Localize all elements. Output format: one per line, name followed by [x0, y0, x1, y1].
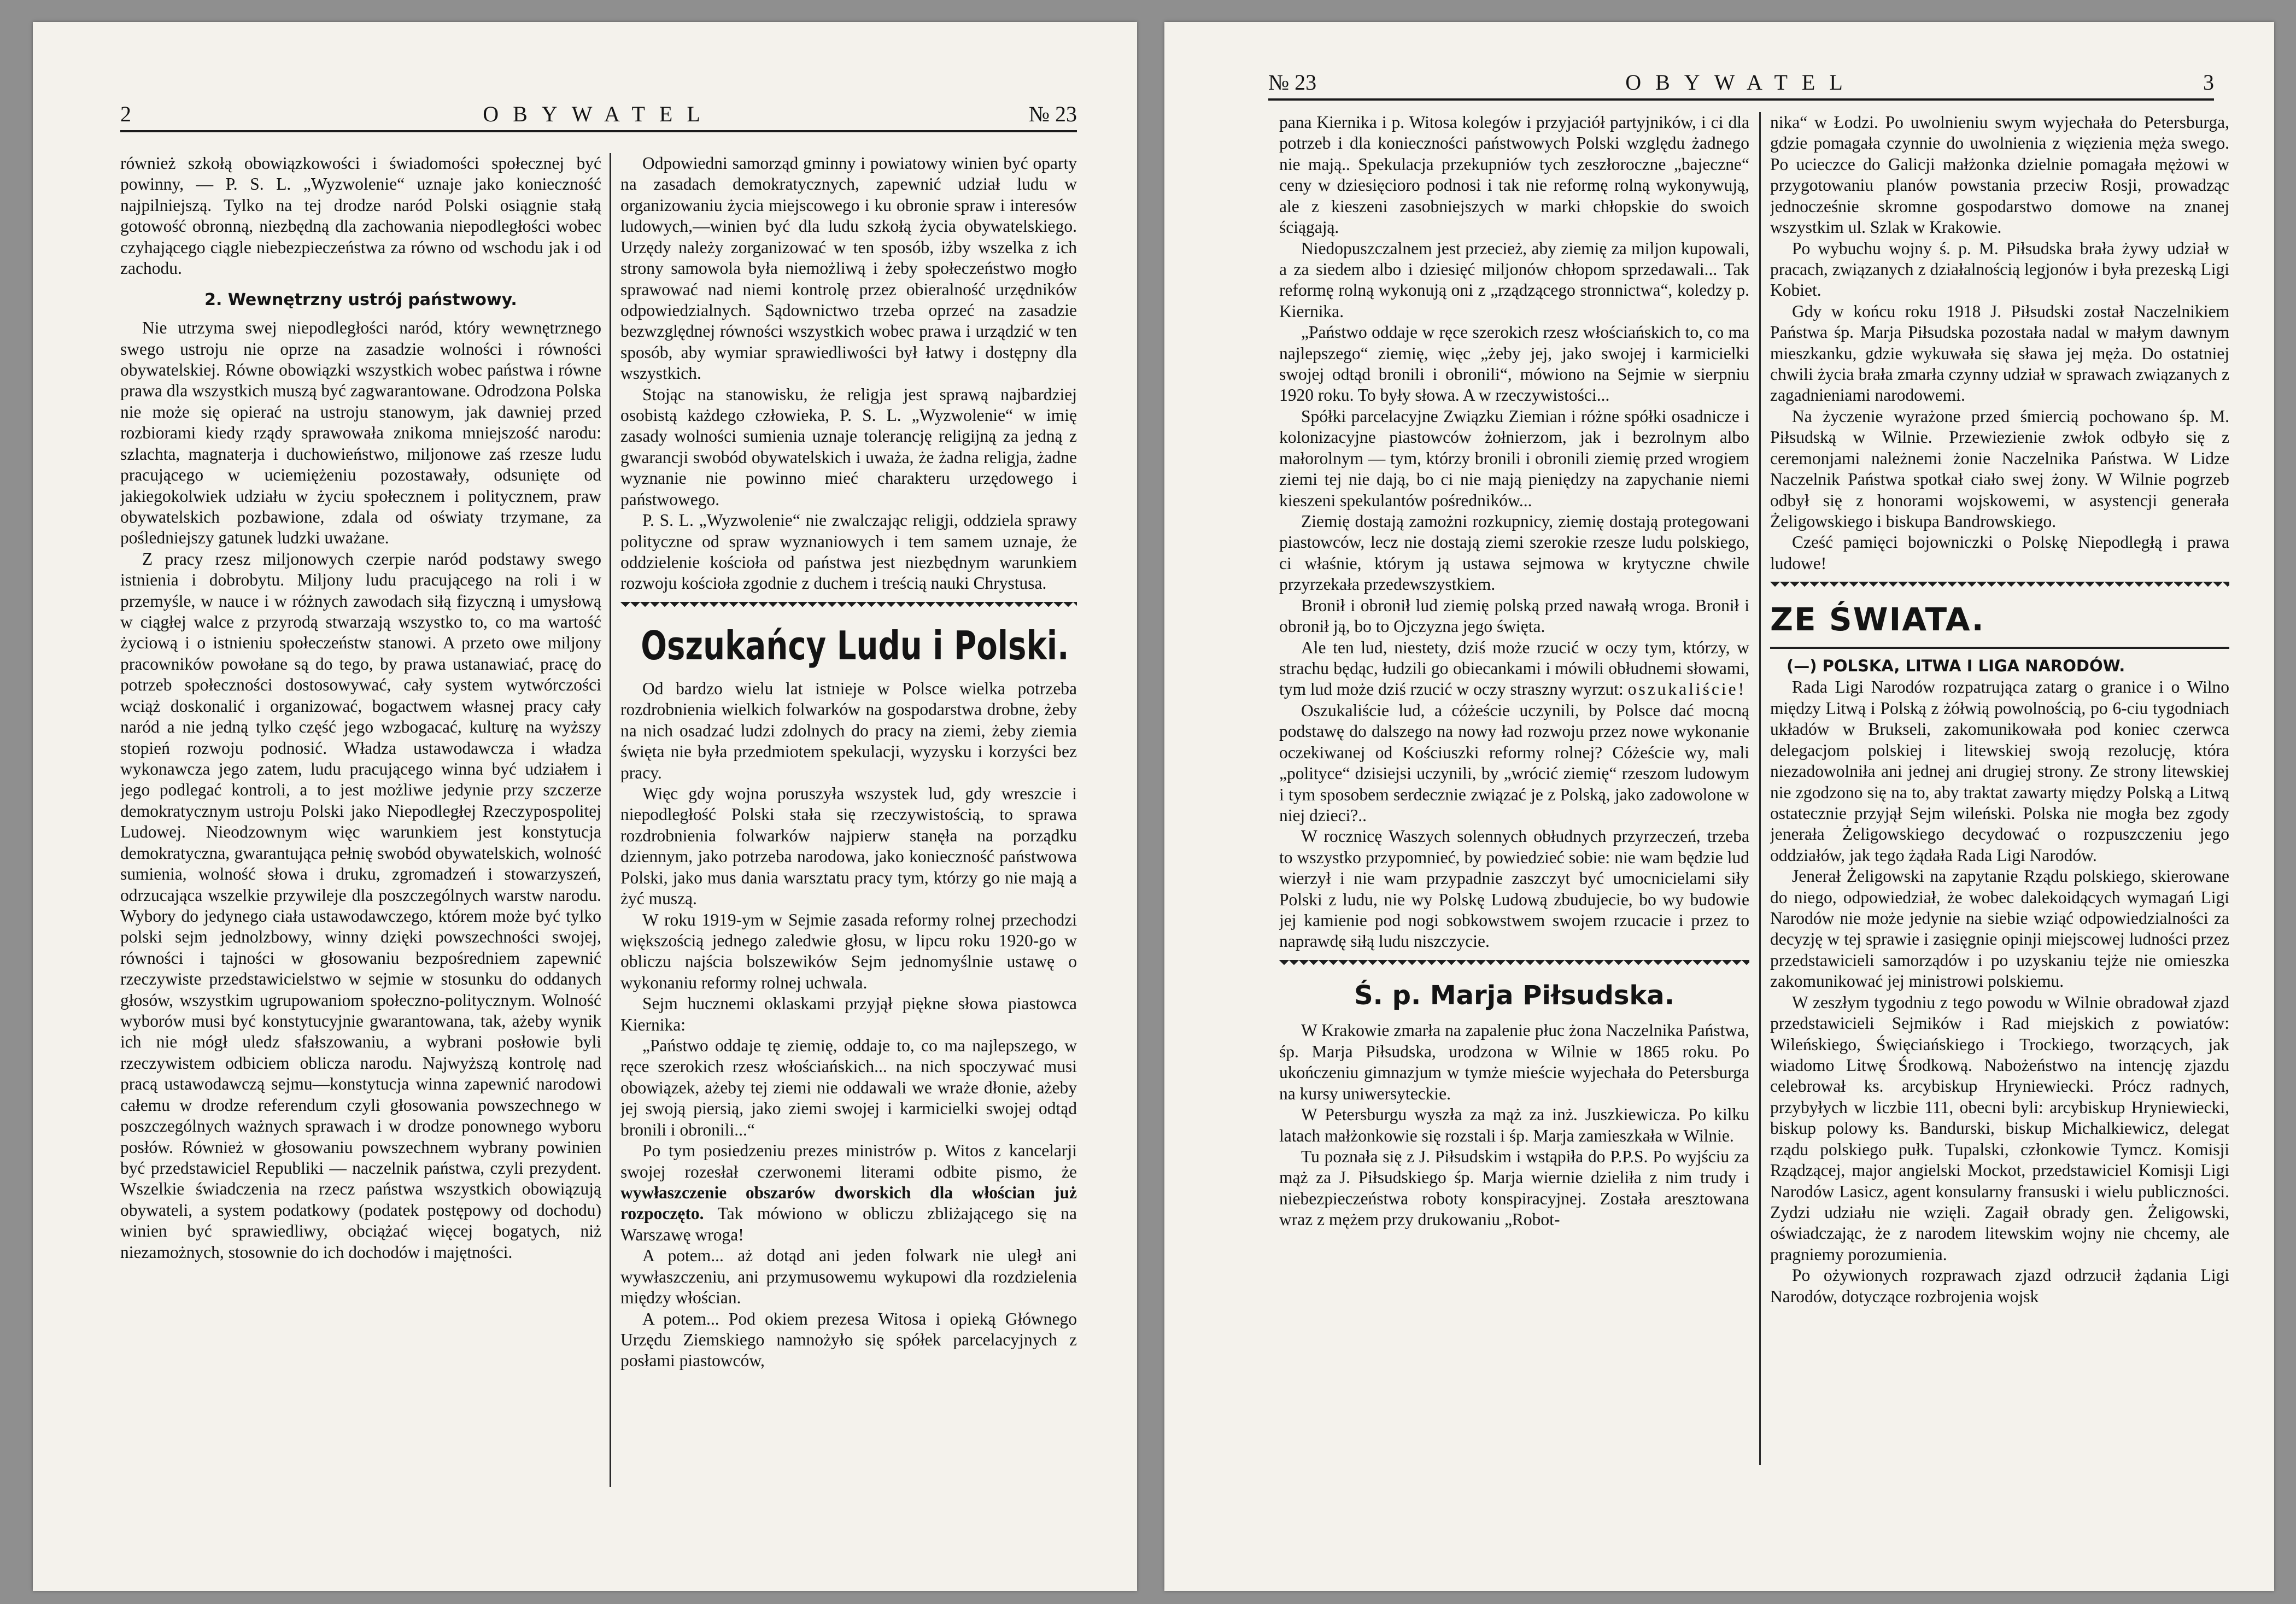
bold-text: wywłaszczenie obszarów dworskich dla włościan już rozpoczęto.	[620, 1182, 1077, 1224]
paragraph: Nie utrzyma swej niepodległości naród, który wewnętrznego swego ustroju nie oprze na zasadzie wolności i równości obywatelskiej. Równe obowiązki wszystkich wobec państwa i równe prawa dla wszystkich muszą być zagwarantowane. Odrodzona Polska nie może się opierać na ustroju stanowym, jak dawniej przed rozbiorami kiedy rządy sprawowała znikoma mniejszość narodu: szlachta, magnaterja i duchowieństwo, miljonowe zaś rzesze ludu pracującego w uciemiężeniu pozostawały, odsunięte od jakiegokolwiek udziału w życiu społecznem i politycznem, praw obywatelskich pozbawione, zdala od oświaty trzymane, za pośledniejszy gatunek ludzki uważane.	[120, 318, 601, 548]
paragraph: Spółki parcelacyjne Związku Ziemian i różne spółki osadnicze i kolonizacyjne piastowców żołnierzom, jak i bezrolnym albo małorolnym — tym, którzy bronili i obronili ziemię przed wrogiem ziemi tej nie dają, bo ci nie mają pieniędzy na zapychanie niemi kieszeni spekulantów pośredników...	[1279, 406, 1749, 510]
page-number: 2	[120, 102, 131, 126]
paragraph: Cześć pamięci bojowniczki o Polskę Niepodległą i prawa ludowe!	[1770, 532, 2229, 573]
column-left-1	[120, 153, 601, 1498]
page-number: 3	[2203, 70, 2214, 95]
paragraph: Ziemię dostają zamożni rozkupnicy, ziemię dostają protegowani piastowców, lecz nie dostają ziemi szerokie rzesze ludu polskiego, ci właśnie, którym ją ustawa sejmowa w krytyczne chwile przyrzekała przedewszystkiem.	[1279, 512, 1749, 594]
paragraph: Tu poznała się z J. Piłsudskim i wstąpiła do P.P.S. Po wyjściu za mąż za J. Piłsudskiego śp. Marja wiernie dzieliła z nim trudy i niebezpieczeństwa roboty konspiracyjnej. Została aresztowana wraz z mężem przy drukowaniu „Robot-	[1279, 1146, 1749, 1230]
paragraph: Oszukaliście lud, a cóżeście uczynili, by Polsce dać mocną podstawę do dalszego na nowy ład rozwoju przez nowe wykonanie oczekiwanej od Kościuszki reformy rolnej? Cóżeście wy, mali „polityce“ dzisiejsi uczynili, by „wrócić ziemię“ rzeszom ludowym i tym sposobem serdecznie związać je z Polską, jako zadowolone w niej dzieci?..	[1279, 700, 1749, 825]
ornamental-rule	[620, 602, 1077, 612]
column-left-2	[620, 153, 1077, 1498]
paragraph: A potem... Pod okiem prezesa Witosa i opieką Głównego Urzędu Ziemskiego namnożyło się spółek parcelacyjnych z posłami piastowców,	[620, 1309, 1077, 1371]
column-right-1	[1279, 112, 1749, 1482]
text-run: Po tym posiedzeniu prezes ministrów p. Witos z kancelarji swojej rozesłał czerwonemi literami odbite pismo, że	[620, 1141, 1077, 1181]
paragraph: Sejm hucznemi oklaskami przyjął piękne słowa piastowca Kiernika:	[620, 994, 1077, 1034]
issue-number: № 23	[1268, 70, 1317, 95]
paragraph: Rada Ligi Narodów rozpatrująca zatarg o granice i o Wilno między Litwą i Polską z żółwią powolnością, po 6-ciu tygodniach układów w Brukseli, zakomunikowała pod koniec czerwca delegacjom polskiej i litewskiej swoją rezolucję, która niezadowolniła ani jednej ani drugiej strony. Ze strony litewskiej nie zgodzono się na to, aby traktat zawarty między Polską a Litwą ostatecznie przyjął Sejm wileński. Polska nie mogła bez zgody jenerała Żeligowskiego decydować o rozpuszczeniu jego oddziałów, jak tego żądała Rada Ligi Narodów.	[1770, 677, 2229, 865]
ornamental-rule	[1770, 582, 2229, 592]
paragraph	[1279, 637, 1749, 700]
paragraph: „Państwo oddaje w ręce szerokich rzesz włościańskich to, co ma najlepszego“ ziemię, więc „żeby jej, jako swojej i karmicielki swojej odtąd bronili i obronili“, mówiono na Sejmie w sierpniu 1920 roku. To były słowa. A w rzeczywistości...	[1279, 323, 1749, 405]
right-page	[1164, 22, 2274, 1591]
paragraph: Na życzenie wyrażone przed śmiercią pochowano śp. M. Piłsudską w Wilnie. Przewiezienie zwłok odbyło się z ceremonjami należnemi żonie Naczelnika Państwa. W Lidze Naczelnik Państwa spotkał ciało swej żony. W Wilnie pogrzeb odbył się z honorami wojskowemi, w asystencji generała Żeligowskiego i biskupa Bandrowskiego.	[1770, 406, 2229, 531]
paper-name: OBYWATEL	[1625, 70, 1857, 95]
paragraph: W rocznicę Waszych solennych obłudnych przyrzeczeń, trzeba to wszystko przypomnieć, by powiedzieć sobie: nie wam będzie lud wierzył i nie wam przypadnie zaszczyt być umocnicielami siły Polski z ludu, nie wy Polskę Ludową zbudujecie, bo wy budowie jej kamienie pod nogi sobkowstwem swojem rzucacie i przez to naprawdę siłą ludu niszczycie.	[1279, 827, 1749, 951]
running-head	[1268, 67, 2214, 101]
left-page	[33, 22, 1137, 1591]
paragraph: Więc gdy wojna poruszyła wszystek lud, gdy wreszcie i niepodległość Polski stała się rzeczywistością, to sprawa rozdrobnienia folwarków najpierw stanęła na porządku dziennym, jako potrzeba narodowa, jako konieczność państwowa Polski, jako mus dania warsztatu pracy tym, którzy go nie mają a żyć muszą.	[620, 783, 1077, 909]
paragraph: W Krakowie zmarła na zapalenie płuc żona Naczelnika Państwa, śp. Marja Piłsudska, urodzona w Wilnie w 1865 roku. Po ukończeniu gimnazjum w tymże mieście wyjechała do Petersburga na kursy uniwersyteckie.	[1279, 1021, 1749, 1103]
section-heading: ZE ŚWIATA.	[1770, 601, 1985, 639]
paragraph: Niedopuszczalnem jest przecież, aby ziemię za miljon kupowali, a za siedem albo i dziesięć miljonów chłopom sprzedawali... Tak reformę rolną wykonują oni z „rządzącego stronnictwa“, koledzy p. Kiernika.	[1279, 238, 1749, 321]
emphasis-text: oszukaliście!	[1627, 680, 1747, 699]
paragraph: A potem... aż dotąd ani jeden folwark nie uległ ani wywłaszczeniu, ani przymusowemu wykupowi dla rozdzielenia między włościan.	[620, 1246, 1077, 1308]
paragraph: W zeszłym tygodniu z tego powodu w Wilnie obradował zjazd przedstawicieli Sejmików i Rad miejskich z powiatów: Wileńskiego, Święciańskiego i Trockiego, tworzących, jak wiadomo Litwę Środkową. Nabożeństwo na intencję zjazdu celebrował ks. arcybiskup Hryniewiecki. Prócz radnych, przybyłych w liczbie 111, obecni byli: arcybiskup Hryniewiecki, biskup polowy ks. Bandurski, biskup Michalkiewicz, delegat rządu polskiego pułk. Tupalski, członkowie Tymcz. Komisji Rządzącej, major angielski Mockot, przedstawiciel Komisji Ligi Narodów Lasicz, agent konsularny fransuski i wielu publiczności. Zydzi udziału nie wzięli. Zagaił obrady gen. Żeligowski, oświadczając, że z narodem litewskim wojny nie chcemy, ale pragniemy porozumienia.	[1770, 992, 2229, 1264]
paragraph	[620, 1140, 1077, 1245]
quotation: „Państwo oddaje tę ziemię, oddaje to, co ma najlepszego, w ręce szerokich rzesz włościańskich... na nich spoczywać musi obowiązek, ażeby tej ziemi nie oddawali we wraże dłonie, ażeby jej swoją piersią, jako ziemi swojej i karmicielki swojej odtąd bronili i obronili...“	[620, 1036, 1077, 1139]
paragraph: P. S. L. „Wyzwolenie“ nie zwalczając religji, oddziela sprawy polityczne od spraw wyznaniowych i tem samem uznaje, że oddzielenie kościoła od państwa jest niezbędnym warunkiem rozwoju kościoła zgodnie z duchem i treścią nauki Chrystusa.	[620, 511, 1077, 593]
news-item-heading: (—) POLSKA, LITWA I LIGA NARODÓW.	[1787, 657, 2125, 676]
text-run: Ale ten lud, niestety, dziś może rzucić w oczy tym, którzy, w strachu będąc, łudzili go obiecankami i mówili obłudnemi słowami, tym lud może dziś rzucić w oczy straszny wyrzut:	[1279, 637, 1749, 699]
section-rule	[1770, 647, 2229, 649]
paragraph: pana Kiernika i p. Witosa kolegów i przyjaciół partyjników, i ci dla potrzeb i dla konieczności państwowych Polski względu żadnego nie mają.. Spekulacja przekupniów tych zeszłoroczne „bajeczne“ ceny w dziesięcioro podnosi i tak nie reformę rolną wykonywują, ale z kieszeni zasobniejszych w marki chłopskie do swoich ściągają.	[1279, 113, 1749, 237]
paragraph: Jenerał Żeligowski na zapytanie Rządu polskiego, skierowane do niego, odpowiedział, że wobec dalekoidących wymagań Ligi Narodów nie może jedynie na siebie wziąć odpowiedzialności za decyzję w tej sprawie i zasięgnie opinji miejscowej ludności przez przedstawicieli samorządów i po uzyskaniu tejże nie omieszka zakomunikować jej ministrowi polskiemu.	[1770, 867, 2229, 991]
paragraph: W roku 1919-ym w Sejmie zasada reformy rolnej przechodzi większością jednego zaledwie głosu, w lipcu roku 1920-go w obliczu najścia bolszewików Sejm jednomyślnie ustawę o wykonaniu reformy rolnej uchwala.	[620, 910, 1077, 992]
paragraph: również szkołą obowiązkowości i świadomości społecznej być powinny, — P. S. L. „Wyzwolenie“ uznaje jako konieczność najpilniejszą. Tylko na tej drodze naród Polski osiągnie stałą gotowość obronną, niezbędną dla zachowania niepodległości wobec czyhającego ciągle niebezpieczeństwa za równo od wschodu jak i od zachodu.	[120, 154, 601, 278]
paragraph: W Petersburgu wyszła za mąż za inż. Juszkiewicza. Po kilku latach małżonkowie się rozstali i śp. Marja zamieszkała w Wilnie.	[1279, 1105, 1749, 1145]
column-divider	[1759, 112, 1761, 1465]
paragraph: Od bardzo wielu lat istnieje w Polsce wielka potrzeba rozdrobnienia wielkich folwarków na gospodarstwa drobne, żeby na nich osadzać ludzi zdolnych do pracy na ziemi, żeby ziemia święta nie była przedmiotem spekulacji, wyzysku i korzyści bez pracy.	[620, 678, 1077, 782]
paragraph: Stojąc na stanowisku, że religja jest sprawą najbardziej osobistą każdego człowieka, P. S. L. „Wyzwolenie“ w imię zasady wolności sumienia uznaje tolerancję religijną za jedną z gwarancji swobód obywatelskich i uważa, że żadna religja, żadne wyznanie nie powinno mieć charakteru urzędowego i państwowego.	[620, 384, 1077, 509]
running-head	[120, 98, 1077, 132]
ornamental-rule	[1279, 960, 1749, 970]
paragraph: Po ożywionych rozprawach zjazd odrzucił żądania Ligi Narodów, dotyczące rozbrojenia wojsk	[1770, 1266, 2229, 1306]
paper-name: OBYWATEL	[483, 102, 714, 126]
paragraph: Po wybuchu wojny ś. p. M. Piłsudska brała żywy udział w pracach, związanych z działalnością legjonów i była prezeską Ligi Kobiet.	[1770, 238, 2229, 300]
article-headline: Oszukańcy Ludu i Polski.	[641, 622, 1069, 669]
issue-number: № 23	[1028, 102, 1077, 126]
section-subheading: 2. Wewnętrzny ustrój państwowy.	[204, 290, 517, 309]
paragraph: Bronił i obronił lud ziemię polską przed nawałą wroga. Bronił i obronił ją, bo to Ojczyzna jego święta.	[1279, 595, 1749, 636]
obituary-headline: Ś. p. Marja Piłsudska.	[1354, 980, 1674, 1011]
column-divider	[610, 153, 611, 1487]
text-run: Tak mówiono w obliczu zbliżającego się na Warszawę wroga!	[620, 1204, 1077, 1244]
paragraph: Odpowiedni samorząd gminny i powiatowy winien być oparty na zasadach demokratycznych, zapewnić udział ludu w organizowaniu życia miejscowego i ku obronie spraw i interesów ludowych,—winien być dla ludu szkołą życia obywatelskiego. Urzędy należy zorganizować w ten sposób, iżby wszelka z ich strony samowola była niemożliwą i żeby społeczeństwo mogło sprawować nad niemi kontrolę przez obieralność urzędników odpowiedzialnych. Sądownictwo trzeba oprzeć na zasadzie bezwzględnej równości wszystkich wobec prawa i urządzić w ten sposób, aby wymiar sprawiedliwości był łatwy i dostępny dla wszystkich.	[620, 154, 1077, 383]
paragraph: nika“ w Łodzi. Po uwolnieniu swym wyjechała do Petersburga, gdzie pomagała czynnie do uwolnienia z więzienia męża swego. Po ucieczce do Galicji małżonka dzielnie pomagała mężowi w przygotowaniu planów powstania przeciw Rosji, prowadząc jednocześnie skromne gospodarstwo domowe na znanej wszystkim ul. Szlak w Krakowie.	[1770, 113, 2229, 237]
paragraph: Gdy w końcu roku 1918 J. Piłsudski został Naczelnikiem Państwa śp. Marja Piłsudska pozostała nadal w małym dawnym mieszkanku, gdzie wykuwała się sława jej męża. Do ostatniej chwili życia brała zmarła czynny udział w sprawach związanych z zagadnieniami narodowemi.	[1770, 301, 2229, 405]
paragraph: Z pracy rzesz miljonowych czerpie naród podstawy swego istnienia i dobrobytu. Miljony ludu pracującego na roli i w przemyśle, w nauce i w różnych zawodach siłą fizyczną i umysłową w ciągłej walce z przyrodą stwarzają wszystko to, co ma wartość życiową i o istnieniu społeczeństw stanowi. A przeto owe miljony pracowników powołane są do tego, by prawa ustanawiać, pracę do potrzeb społeczności dostosowywać, cały system wytwórczości wciąż doskonalić i organizować, bogactwem własnej pracy cały naród a nie jedną tylko część jego wzbogacać, kulturę na wyższy stopień rozwoju podnosić. Władza ustawodawcza i władza wykonawcza jego zatem, ludu pracującego winna być udziałem i jego podlegać kontroli, a to jest możliwe jedynie przy szczerze demokratycznym ustroju Polski jako Niepodległej Rzeczypospolitej Ludowej. Nieodzownym więc warunkiem jest konstytucja demokratyczna, gwarantująca pełnię swobód obywatelskich, wolność sumienia, wolność słowa i druku, zgromadzeń i stowarzyszeń, odrzucająca wszelkie przywileje dla poszczególnych warstw narodu. Wybory do jedynego ciała ustawodawczego, którem może być tylko polski sejm jednolzbowy, winny dzięki powszechności swojej, równości i tajności w głosowaniu bezpośredniem zapewnić rzeczywiste przedstawicielstwo w sejmie w stosunku do oddanych głosów, wszystkim ugrupowaniom społeczno-politycznym. Wolność wyborów musi być konstytucyjnie gwarantowana, tak, ażeby wynik ich nie mógł uledz sfałszowaniu, a wybrani posłowie byli rzeczywistem odbiciem oblicza narodu. Najwyższą kontrolę nad pracą ustawodawczą sejmu—konstytucja winna zapewnić narodowi całemu w drodze referendum czyli głosowania powszechnego w poszczególnych ważnych sprawach i w drodze ponownego wyboru posłów. Również w głosowaniu powszechnem wybrany powinien być przedstawiciel Republiki — naczelnik państwa, czyli prezydent. Wszelkie świadczenia na rzecz państwa wszystkich obowiązują obywateli, a system podatkowy (podatek postępowy od dochodu) winien być sprawiedliwy, obciążać więcej bogatych, niż niezamożnych, stosownie do ich dochodów i majętności.	[120, 549, 601, 1262]
column-right-2	[1770, 112, 2229, 1482]
